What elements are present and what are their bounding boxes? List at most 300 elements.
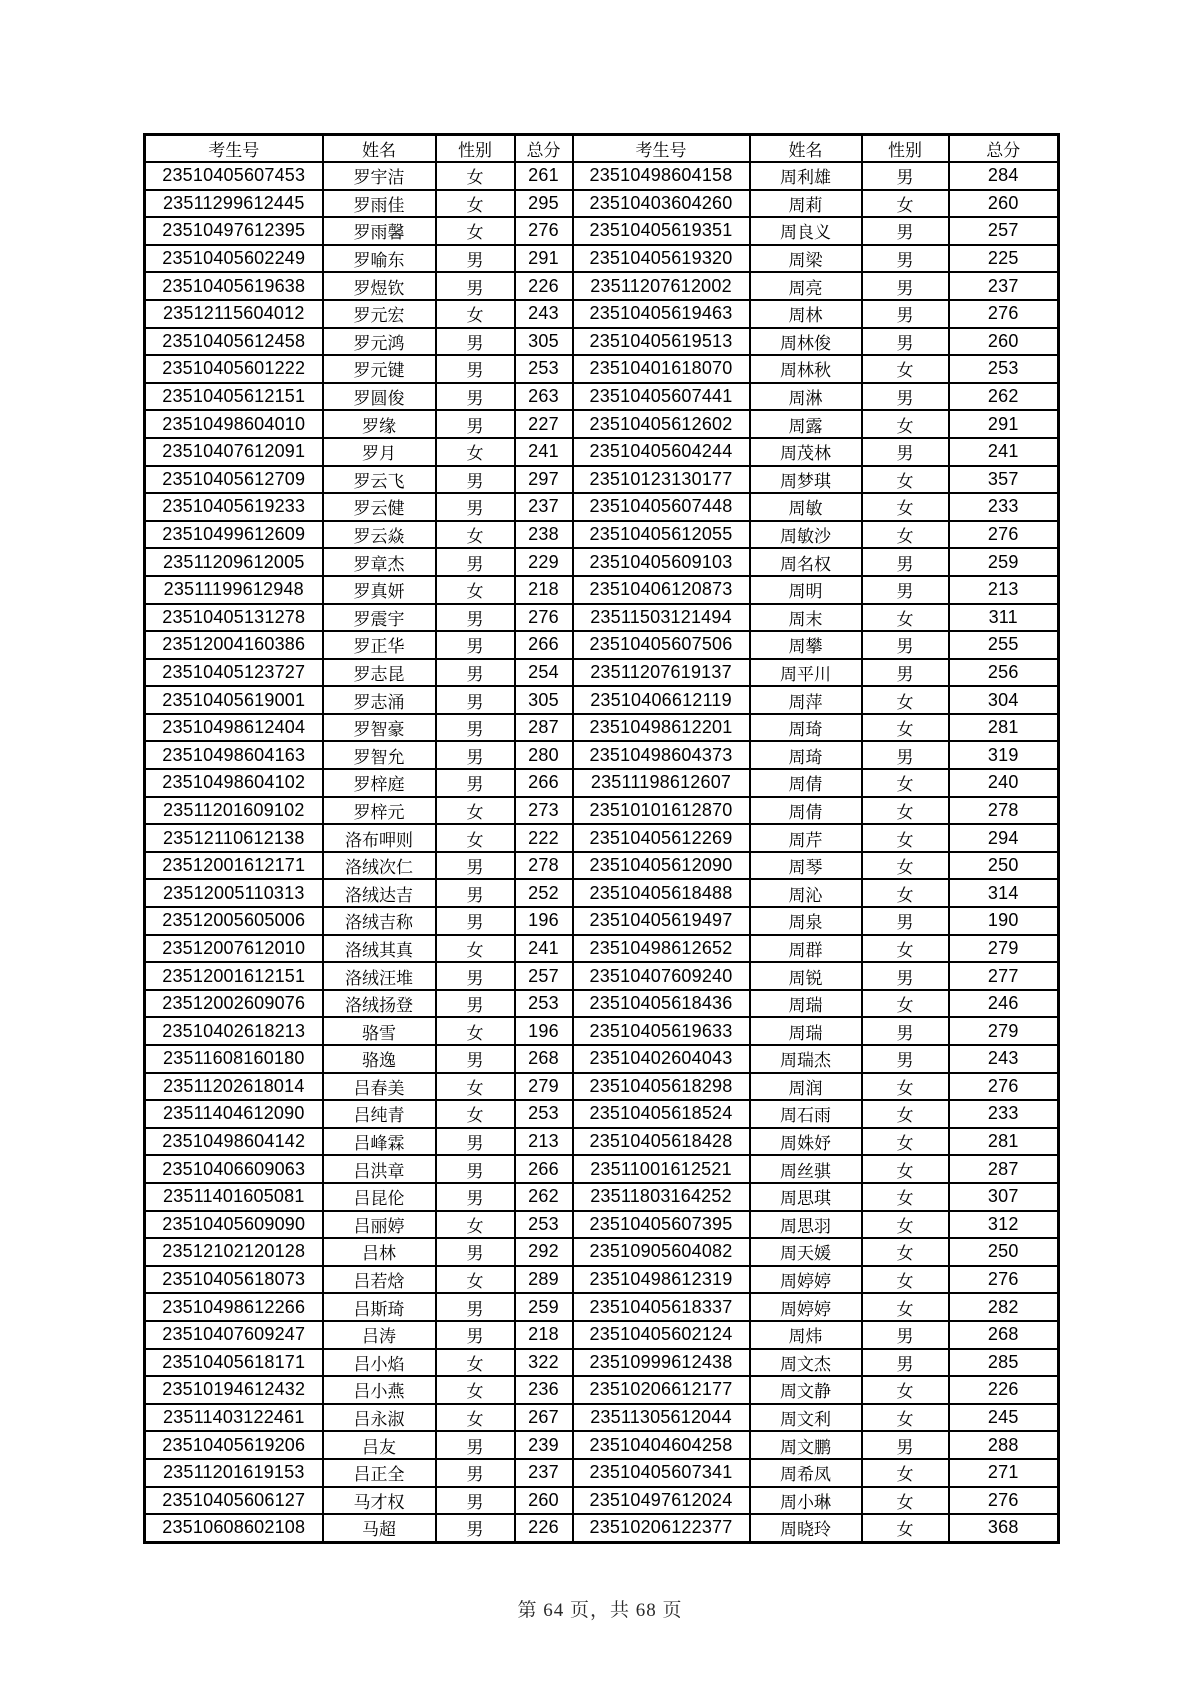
gender-cell: 女 bbox=[862, 1293, 949, 1321]
gender-cell: 女 bbox=[436, 1376, 515, 1404]
candidate-id-cell: 23510498604158 bbox=[573, 162, 750, 190]
gender-cell: 女 bbox=[862, 521, 949, 549]
gender-cell: 女 bbox=[862, 1266, 949, 1294]
gender-cell: 男 bbox=[436, 852, 515, 880]
name-cell: 周敏 bbox=[750, 493, 862, 521]
table-row bbox=[145, 272, 1059, 300]
candidate-id-cell: 23512004160386 bbox=[145, 631, 323, 659]
score-cell: 196 bbox=[515, 907, 573, 935]
candidate-id-cell: 23510405612602 bbox=[573, 410, 750, 438]
score-cell: 285 bbox=[949, 1349, 1059, 1377]
score-cell: 227 bbox=[515, 410, 573, 438]
table-row bbox=[145, 1459, 1059, 1487]
table-row bbox=[145, 631, 1059, 659]
table-row bbox=[145, 355, 1059, 383]
score-cell: 273 bbox=[515, 797, 573, 825]
gender-cell: 男 bbox=[862, 907, 949, 935]
score-cell: 278 bbox=[949, 797, 1059, 825]
gender-cell: 女 bbox=[436, 576, 515, 604]
name-cell: 罗真妍 bbox=[323, 576, 436, 604]
candidate-id-cell: 23510405619320 bbox=[573, 245, 750, 273]
gender-cell: 男 bbox=[436, 1155, 515, 1183]
name-cell: 周小琳 bbox=[750, 1487, 862, 1515]
score-cell: 305 bbox=[515, 686, 573, 714]
candidate-id-cell: 23510405612090 bbox=[573, 852, 750, 880]
score-cell: 305 bbox=[515, 328, 573, 356]
gender-cell: 男 bbox=[862, 962, 949, 990]
candidate-id-cell: 23510407609240 bbox=[573, 962, 750, 990]
candidate-id-cell: 23510405612055 bbox=[573, 521, 750, 549]
name-cell: 周梦琪 bbox=[750, 466, 862, 494]
score-cell: 253 bbox=[515, 1211, 573, 1239]
table-row bbox=[145, 935, 1059, 963]
candidate-id-cell: 23510499612609 bbox=[145, 521, 323, 549]
score-cell: 294 bbox=[949, 824, 1059, 852]
header-row bbox=[145, 135, 1059, 163]
table-row bbox=[145, 1128, 1059, 1156]
score-cell: 257 bbox=[949, 217, 1059, 245]
gender-cell: 男 bbox=[862, 272, 949, 300]
candidate-id-cell: 23510405618488 bbox=[573, 879, 750, 907]
candidate-id-cell: 23511201609102 bbox=[145, 797, 323, 825]
score-cell: 266 bbox=[515, 1155, 573, 1183]
name-cell: 周瑞杰 bbox=[750, 1045, 862, 1073]
name-cell: 周琦 bbox=[750, 741, 862, 769]
gender-cell: 男 bbox=[862, 383, 949, 411]
score-cell: 267 bbox=[515, 1404, 573, 1432]
score-cell: 278 bbox=[515, 852, 573, 880]
candidate-id-cell: 23512001612151 bbox=[145, 962, 323, 990]
candidate-id-cell: 23511401605081 bbox=[145, 1183, 323, 1211]
score-cell: 252 bbox=[515, 879, 573, 907]
candidate-id-cell: 23510402618213 bbox=[145, 1017, 323, 1045]
table-row bbox=[145, 879, 1059, 907]
name-cell: 周梁 bbox=[750, 245, 862, 273]
gender-cell: 男 bbox=[436, 245, 515, 273]
name-cell: 罗月 bbox=[323, 438, 436, 466]
name-cell: 吕纯青 bbox=[323, 1100, 436, 1128]
gender-cell: 男 bbox=[436, 1487, 515, 1515]
name-cell: 周婷婷 bbox=[750, 1293, 862, 1321]
score-cell: 245 bbox=[949, 1404, 1059, 1432]
score-table bbox=[143, 133, 1060, 1544]
gender-cell: 女 bbox=[862, 1183, 949, 1211]
name-cell: 周亮 bbox=[750, 272, 862, 300]
candidate-id-cell: 23510405619463 bbox=[573, 300, 750, 328]
candidate-id-cell: 23510497612395 bbox=[145, 217, 323, 245]
name-cell: 周丝骐 bbox=[750, 1155, 862, 1183]
score-cell: 262 bbox=[515, 1183, 573, 1211]
score-cell: 218 bbox=[515, 576, 573, 604]
candidate-id-cell: 23510407609247 bbox=[145, 1321, 323, 1349]
score-cell: 256 bbox=[949, 659, 1059, 687]
gender-cell: 男 bbox=[862, 631, 949, 659]
gender-cell: 男 bbox=[436, 1293, 515, 1321]
name-cell: 吕昆伦 bbox=[323, 1183, 436, 1211]
gender-cell: 男 bbox=[436, 1321, 515, 1349]
table-row bbox=[145, 190, 1059, 218]
score-cell: 196 bbox=[515, 1017, 573, 1045]
table-row bbox=[145, 769, 1059, 797]
name-cell: 周平川 bbox=[750, 659, 862, 687]
score-cell: 239 bbox=[515, 1431, 573, 1459]
score-cell: 253 bbox=[515, 990, 573, 1018]
name-cell: 周敏沙 bbox=[750, 521, 862, 549]
candidate-id-cell: 23510905604082 bbox=[573, 1238, 750, 1266]
name-cell: 骆逸 bbox=[323, 1045, 436, 1073]
candidate-id-cell: 23510123130177 bbox=[573, 466, 750, 494]
score-cell: 279 bbox=[949, 935, 1059, 963]
table-row bbox=[145, 162, 1059, 190]
gender-cell: 女 bbox=[862, 686, 949, 714]
score-cell: 241 bbox=[515, 935, 573, 963]
gender-cell: 男 bbox=[862, 548, 949, 576]
score-cell: 282 bbox=[949, 1293, 1059, 1321]
name-cell: 吕斯琦 bbox=[323, 1293, 436, 1321]
score-cell: 368 bbox=[949, 1514, 1059, 1542]
score-cell: 255 bbox=[949, 631, 1059, 659]
table-row bbox=[145, 1487, 1059, 1515]
gender-cell: 女 bbox=[436, 438, 515, 466]
gender-cell: 男 bbox=[436, 1128, 515, 1156]
candidate-id-cell: 23510405618428 bbox=[573, 1128, 750, 1156]
gender-cell: 女 bbox=[436, 190, 515, 218]
score-cell: 253 bbox=[515, 1100, 573, 1128]
gender-cell: 男 bbox=[436, 1183, 515, 1211]
name-cell: 罗元键 bbox=[323, 355, 436, 383]
name-cell: 周倩 bbox=[750, 769, 862, 797]
name-cell: 周名权 bbox=[750, 548, 862, 576]
candidate-id-cell: 23510194612432 bbox=[145, 1376, 323, 1404]
table-row bbox=[145, 1155, 1059, 1183]
name-cell: 周文静 bbox=[750, 1376, 862, 1404]
score-cell: 279 bbox=[515, 1073, 573, 1101]
candidate-id-cell: 23510405607395 bbox=[573, 1211, 750, 1239]
table-row bbox=[145, 217, 1059, 245]
name-cell: 周林 bbox=[750, 300, 862, 328]
name-cell: 洛绒扬登 bbox=[323, 990, 436, 1018]
candidate-id-cell: 23512005110313 bbox=[145, 879, 323, 907]
candidate-id-cell: 23512002609076 bbox=[145, 990, 323, 1018]
column-header-candidate-id: 考生号 bbox=[145, 135, 323, 163]
candidate-id-cell: 23510498612319 bbox=[573, 1266, 750, 1294]
name-cell: 周芹 bbox=[750, 824, 862, 852]
gender-cell: 女 bbox=[862, 935, 949, 963]
candidate-id-cell: 23511198612607 bbox=[573, 769, 750, 797]
gender-cell: 女 bbox=[862, 852, 949, 880]
gender-cell: 女 bbox=[436, 1266, 515, 1294]
gender-cell: 女 bbox=[862, 466, 949, 494]
score-cell: 276 bbox=[949, 1266, 1059, 1294]
candidate-id-cell: 23510405618073 bbox=[145, 1266, 323, 1294]
gender-cell: 女 bbox=[862, 604, 949, 632]
name-cell: 周群 bbox=[750, 935, 862, 963]
table-row bbox=[145, 797, 1059, 825]
candidate-id-cell: 23510405131278 bbox=[145, 604, 323, 632]
column-header-name: 姓名 bbox=[323, 135, 436, 163]
gender-cell: 女 bbox=[862, 797, 949, 825]
name-cell: 周明 bbox=[750, 576, 862, 604]
gender-cell: 女 bbox=[862, 714, 949, 742]
gender-cell: 男 bbox=[436, 355, 515, 383]
score-cell: 277 bbox=[949, 962, 1059, 990]
candidate-id-cell: 23510497612024 bbox=[573, 1487, 750, 1515]
score-cell: 237 bbox=[515, 493, 573, 521]
candidate-id-cell: 23512007612010 bbox=[145, 935, 323, 963]
candidate-id-cell: 23512102120128 bbox=[145, 1238, 323, 1266]
candidate-id-cell: 23510405612269 bbox=[573, 824, 750, 852]
candidate-id-cell: 23510407612091 bbox=[145, 438, 323, 466]
name-cell: 周茂林 bbox=[750, 438, 862, 466]
candidate-id-cell: 23510405618337 bbox=[573, 1293, 750, 1321]
score-cell: 213 bbox=[515, 1128, 573, 1156]
gender-cell: 男 bbox=[436, 1459, 515, 1487]
gender-cell: 男 bbox=[436, 493, 515, 521]
gender-cell: 女 bbox=[436, 300, 515, 328]
gender-cell: 女 bbox=[862, 879, 949, 907]
name-cell: 周锐 bbox=[750, 962, 862, 990]
name-cell: 吕丽婷 bbox=[323, 1211, 436, 1239]
gender-cell: 男 bbox=[436, 466, 515, 494]
table-row bbox=[145, 1238, 1059, 1266]
score-cell: 240 bbox=[949, 769, 1059, 797]
candidate-id-cell: 23510498612201 bbox=[573, 714, 750, 742]
name-cell: 洛绒吉称 bbox=[323, 907, 436, 935]
gender-cell: 女 bbox=[436, 797, 515, 825]
gender-cell: 女 bbox=[436, 935, 515, 963]
name-cell: 周良义 bbox=[750, 217, 862, 245]
table-row bbox=[145, 410, 1059, 438]
gender-cell: 女 bbox=[862, 190, 949, 218]
gender-cell: 女 bbox=[862, 1514, 949, 1542]
candidate-id-cell: 23510405607506 bbox=[573, 631, 750, 659]
table-header bbox=[145, 135, 1059, 163]
name-cell: 周淋 bbox=[750, 383, 862, 411]
candidate-id-cell: 23510405612458 bbox=[145, 328, 323, 356]
name-cell: 吕小焰 bbox=[323, 1349, 436, 1377]
candidate-id-cell: 23511299612445 bbox=[145, 190, 323, 218]
candidate-id-cell: 23510406612119 bbox=[573, 686, 750, 714]
name-cell: 周萍 bbox=[750, 686, 862, 714]
name-cell: 吕春美 bbox=[323, 1073, 436, 1101]
candidate-id-cell: 23511209612005 bbox=[145, 548, 323, 576]
name-cell: 周林秋 bbox=[750, 355, 862, 383]
score-cell: 253 bbox=[515, 355, 573, 383]
candidate-id-cell: 23511608160180 bbox=[145, 1045, 323, 1073]
candidate-id-cell: 23510405604244 bbox=[573, 438, 750, 466]
gender-cell: 男 bbox=[436, 1238, 515, 1266]
candidate-id-cell: 23510406609063 bbox=[145, 1155, 323, 1183]
gender-cell: 男 bbox=[862, 741, 949, 769]
candidate-id-cell: 23511202618014 bbox=[145, 1073, 323, 1101]
name-cell: 罗缘 bbox=[323, 410, 436, 438]
gender-cell: 女 bbox=[862, 1155, 949, 1183]
name-cell: 吕正全 bbox=[323, 1459, 436, 1487]
candidate-id-cell: 23510405618436 bbox=[573, 990, 750, 1018]
name-cell: 洛绒其真 bbox=[323, 935, 436, 963]
candidate-id-cell: 23510402604043 bbox=[573, 1045, 750, 1073]
score-cell: 226 bbox=[515, 272, 573, 300]
name-cell: 罗志涌 bbox=[323, 686, 436, 714]
score-cell: 257 bbox=[515, 962, 573, 990]
score-cell: 266 bbox=[515, 631, 573, 659]
table-row bbox=[145, 300, 1059, 328]
name-cell: 周利雄 bbox=[750, 162, 862, 190]
table-row bbox=[145, 1045, 1059, 1073]
table-row bbox=[145, 714, 1059, 742]
name-cell: 周晓玲 bbox=[750, 1514, 862, 1542]
candidate-id-cell: 23511403122461 bbox=[145, 1404, 323, 1432]
score-cell: 292 bbox=[515, 1238, 573, 1266]
candidate-id-cell: 23511199612948 bbox=[145, 576, 323, 604]
name-cell: 周希凤 bbox=[750, 1459, 862, 1487]
gender-cell: 男 bbox=[862, 576, 949, 604]
page-footer: 第 64 页，共 68 页 bbox=[517, 1600, 683, 1621]
candidate-id-cell: 23510405619497 bbox=[573, 907, 750, 935]
table-row bbox=[145, 1514, 1059, 1542]
gender-cell: 女 bbox=[436, 1404, 515, 1432]
candidate-id-cell: 23510405619001 bbox=[145, 686, 323, 714]
gender-cell: 女 bbox=[436, 217, 515, 245]
table-row bbox=[145, 604, 1059, 632]
score-cell: 241 bbox=[949, 438, 1059, 466]
score-cell: 288 bbox=[949, 1431, 1059, 1459]
name-cell: 吕峰霖 bbox=[323, 1128, 436, 1156]
gender-cell: 男 bbox=[436, 769, 515, 797]
score-cell: 236 bbox=[515, 1376, 573, 1404]
name-cell: 周林俊 bbox=[750, 328, 862, 356]
table-row bbox=[145, 466, 1059, 494]
table-row bbox=[145, 852, 1059, 880]
candidate-id-cell: 23510405602124 bbox=[573, 1321, 750, 1349]
gender-cell: 女 bbox=[862, 1128, 949, 1156]
gender-cell: 男 bbox=[436, 383, 515, 411]
table-row bbox=[145, 1211, 1059, 1239]
name-cell: 罗元鸿 bbox=[323, 328, 436, 356]
name-cell: 周炜 bbox=[750, 1321, 862, 1349]
gender-cell: 男 bbox=[436, 631, 515, 659]
candidate-id-cell: 23510405619633 bbox=[573, 1017, 750, 1045]
score-cell: 322 bbox=[515, 1349, 573, 1377]
score-cell: 246 bbox=[949, 990, 1059, 1018]
gender-cell: 女 bbox=[862, 1459, 949, 1487]
score-cell: 260 bbox=[515, 1487, 573, 1515]
score-cell: 276 bbox=[949, 521, 1059, 549]
name-cell: 罗智允 bbox=[323, 741, 436, 769]
name-cell: 周文杰 bbox=[750, 1349, 862, 1377]
name-cell: 洛绒次仁 bbox=[323, 852, 436, 880]
candidate-id-cell: 23510498612652 bbox=[573, 935, 750, 963]
table-row bbox=[145, 741, 1059, 769]
table-row bbox=[145, 1183, 1059, 1211]
score-cell: 297 bbox=[515, 466, 573, 494]
name-cell: 洛绒汪堆 bbox=[323, 962, 436, 990]
candidate-id-cell: 23512001612171 bbox=[145, 852, 323, 880]
score-cell: 276 bbox=[949, 300, 1059, 328]
gender-cell: 女 bbox=[436, 1100, 515, 1128]
score-cell: 266 bbox=[515, 769, 573, 797]
gender-cell: 男 bbox=[436, 328, 515, 356]
score-cell: 190 bbox=[949, 907, 1059, 935]
name-cell: 罗煜钦 bbox=[323, 272, 436, 300]
name-cell: 罗梓庭 bbox=[323, 769, 436, 797]
name-cell: 周倩 bbox=[750, 797, 862, 825]
table-row bbox=[145, 990, 1059, 1018]
candidate-id-cell: 23510608602108 bbox=[145, 1514, 323, 1542]
gender-cell: 男 bbox=[436, 714, 515, 742]
name-cell: 洛绒达吉 bbox=[323, 879, 436, 907]
table-row bbox=[145, 521, 1059, 549]
score-cell: 268 bbox=[515, 1045, 573, 1073]
name-cell: 吕若焓 bbox=[323, 1266, 436, 1294]
score-cell: 262 bbox=[949, 383, 1059, 411]
candidate-id-cell: 23510498604010 bbox=[145, 410, 323, 438]
gender-cell: 男 bbox=[436, 1045, 515, 1073]
score-cell: 271 bbox=[949, 1459, 1059, 1487]
name-cell: 罗雨馨 bbox=[323, 217, 436, 245]
column-header-name: 姓名 bbox=[750, 135, 862, 163]
table-body bbox=[145, 162, 1059, 1542]
gender-cell: 男 bbox=[862, 1045, 949, 1073]
score-cell: 237 bbox=[949, 272, 1059, 300]
candidate-id-cell: 23510498604102 bbox=[145, 769, 323, 797]
candidate-id-cell: 23511503121494 bbox=[573, 604, 750, 632]
table-row bbox=[145, 548, 1059, 576]
gender-cell: 男 bbox=[862, 659, 949, 687]
gender-cell: 男 bbox=[862, 1431, 949, 1459]
name-cell: 罗震宇 bbox=[323, 604, 436, 632]
score-cell: 319 bbox=[949, 741, 1059, 769]
candidate-id-cell: 23511404612090 bbox=[145, 1100, 323, 1128]
name-cell: 罗正华 bbox=[323, 631, 436, 659]
score-cell: 226 bbox=[515, 1514, 573, 1542]
gender-cell: 男 bbox=[862, 1017, 949, 1045]
candidate-id-cell: 23510405618298 bbox=[573, 1073, 750, 1101]
score-cell: 304 bbox=[949, 686, 1059, 714]
column-header-gender: 性别 bbox=[436, 135, 515, 163]
gender-cell: 男 bbox=[862, 1349, 949, 1377]
candidate-id-cell: 23510498604163 bbox=[145, 741, 323, 769]
candidate-id-cell: 23510405607341 bbox=[573, 1459, 750, 1487]
name-cell: 罗智豪 bbox=[323, 714, 436, 742]
gender-cell: 男 bbox=[436, 604, 515, 632]
score-cell: 295 bbox=[515, 190, 573, 218]
gender-cell: 男 bbox=[862, 438, 949, 466]
gender-cell: 男 bbox=[436, 686, 515, 714]
name-cell: 罗云飞 bbox=[323, 466, 436, 494]
candidate-id-cell: 23510405618171 bbox=[145, 1349, 323, 1377]
name-cell: 罗喻东 bbox=[323, 245, 436, 273]
gender-cell: 男 bbox=[436, 548, 515, 576]
score-cell: 259 bbox=[949, 548, 1059, 576]
gender-cell: 女 bbox=[436, 521, 515, 549]
gender-cell: 女 bbox=[862, 1100, 949, 1128]
column-header-total-score: 总分 bbox=[949, 135, 1059, 163]
candidate-id-cell: 23511207619137 bbox=[573, 659, 750, 687]
name-cell: 周思羽 bbox=[750, 1211, 862, 1239]
score-cell: 233 bbox=[949, 1100, 1059, 1128]
table-row bbox=[145, 245, 1059, 273]
score-cell: 276 bbox=[515, 604, 573, 632]
candidate-id-cell: 23510406120873 bbox=[573, 576, 750, 604]
candidate-id-cell: 23511305612044 bbox=[573, 1404, 750, 1432]
name-cell: 周琴 bbox=[750, 852, 862, 880]
score-cell: 263 bbox=[515, 383, 573, 411]
name-cell: 马超 bbox=[323, 1514, 436, 1542]
gender-cell: 女 bbox=[862, 1073, 949, 1101]
name-cell: 周思琪 bbox=[750, 1183, 862, 1211]
gender-cell: 女 bbox=[862, 824, 949, 852]
